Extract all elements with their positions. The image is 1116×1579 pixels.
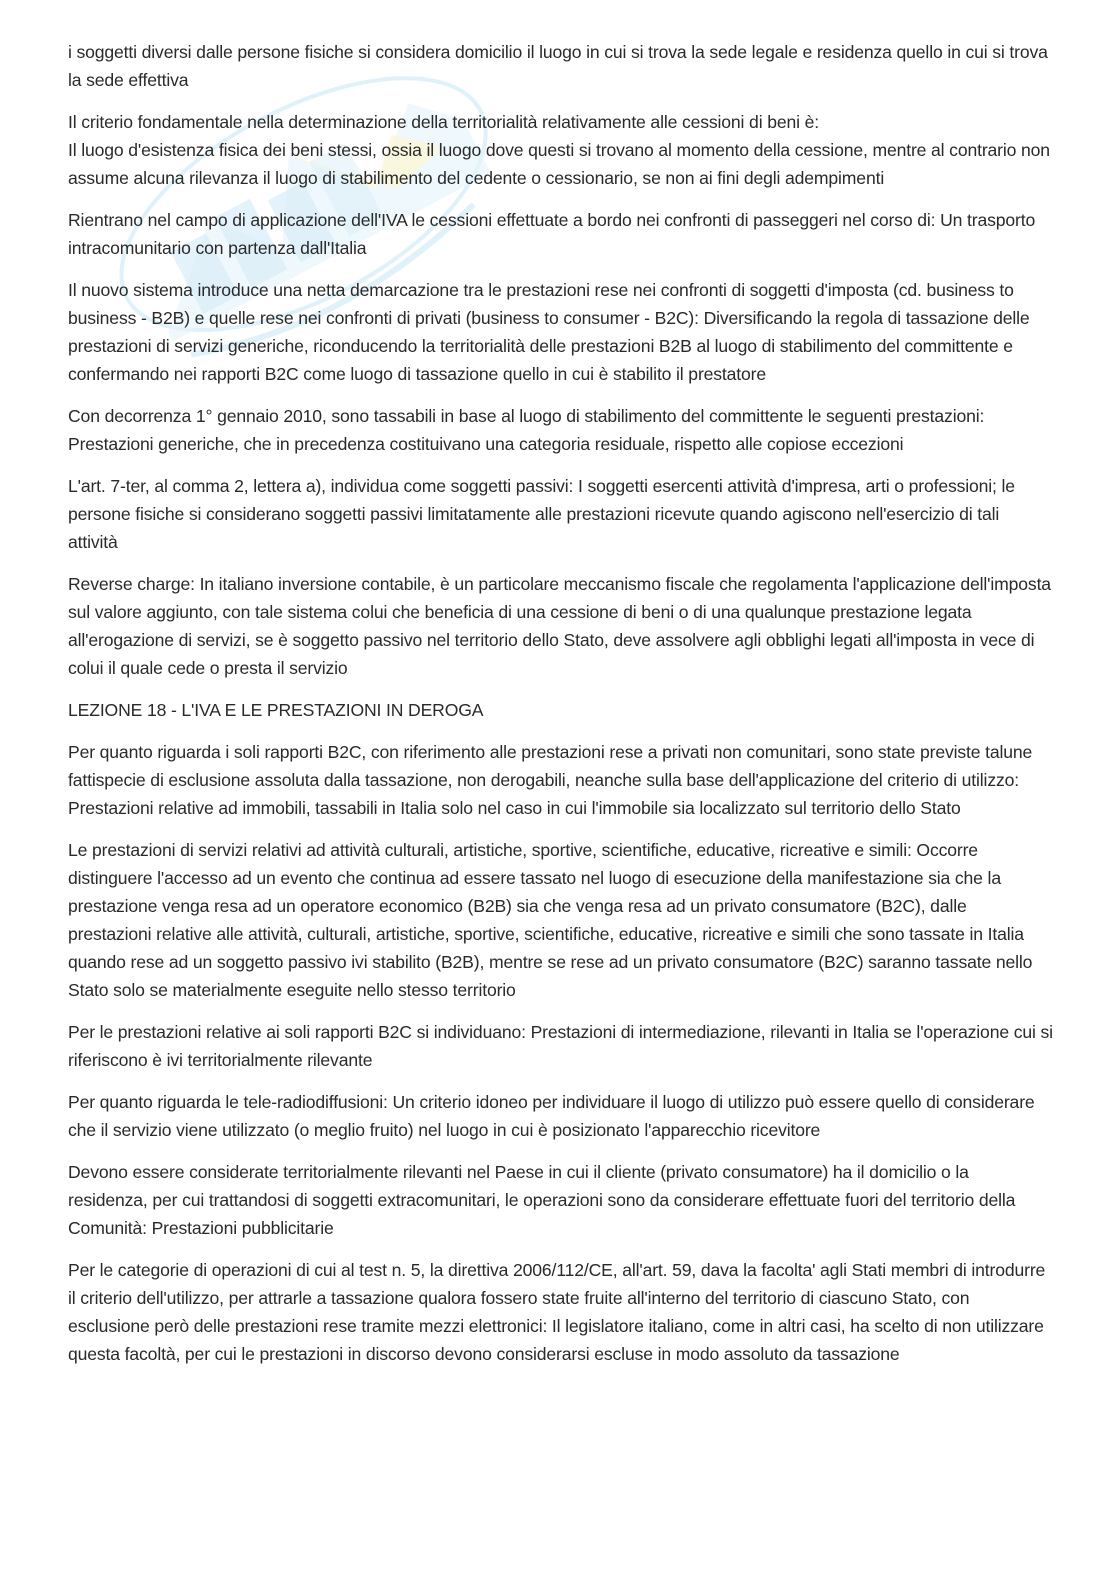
- lesson-heading: LEZIONE 18 - L'IVA E LE PRESTAZIONI IN DEROGA: [68, 700, 484, 720]
- paragraph: L'art. 7-ter, al comma 2, lettera a), individua come soggetti passivi: I soggetti esercenti attività d'impresa, arti o professioni; le persone fisiche si considerano soggetti passivi limitatamente alle prestazioni ricevute quando agiscono nell'esercizio di tali attività: [68, 476, 1015, 552]
- paragraph: Il nuovo sistema introduce una netta demarcazione tra le prestazioni rese nei confronti di soggetti d'imposta (cd. business to business - B2B) e quelle rese nei confronti di privati (business to consumer - B2C): Diversificando la regola di tassazione delle prestazioni di servizi generiche, riconducendo la territorialità delle prestazioni B2B al luogo di stabilimento del committente e confermando nei rapporti B2C come luogo di tassazione quello in cui è stabilito il prestatore: [68, 280, 1030, 384]
- paragraph: Devono essere considerate territorialmente rilevanti nel Paese in cui il cliente (privato consumatore) ha il domicilio o la residenza, per cui trattandosi di soggetti extracomunitari, le operazioni sono da considerare effettuate fuori del territorio della Comunità: Prestazioni pubblicitarie: [68, 1162, 1016, 1238]
- paragraph: Per le categorie di operazioni di cui al test n. 5, la direttiva 2006/112/CE, all'art. 59, dava la facolta' agli Stati membri di introdurre il criterio dell'utilizzo, per attrarle a tassazione qualora fossero state fruite all'interno del territorio di ciascuno Stato, con esclusione però delle prestazioni rese tramite mezzi elettronici: Il legislatore italiano, come in altri casi, ha scelto di non utilizzare questa facoltà, per cui le prestazioni in discorso devono considerarsi escluse in modo assoluto da tassazione: [68, 1260, 1046, 1364]
- paragraph: [68, 108, 1053, 192]
- paragraph-line: Il luogo d'esistenza fisica dei beni stessi, ossia il luogo dove questi si trovano al momento della cessione, mentre al contrario non assume alcuna rilevanza il luogo di stabilimento del cedente o cessionario, se non ai fini degli adempimenti: [68, 140, 1050, 188]
- paragraph: Con decorrenza 1° gennaio 2010, sono tassabili in base al luogo di stabilimento del committente le seguenti prestazioni: Prestazioni generiche, che in precedenza costituivano una categoria residuale, rispetto alle copiose eccezioni: [68, 406, 985, 454]
- paragraph: Per quanto riguarda le tele-radiodiffusioni: Un criterio idoneo per individuare il luogo di utilizzo può essere quello di considerare che il servizio viene utilizzato (o meglio fruito) nel luogo in cui è posizionato l'apparecchio ricevitore: [68, 1092, 1035, 1140]
- paragraph: Per le prestazioni relative ai soli rapporti B2C si individuano: Prestazioni di intermediazione, rilevanti in Italia se l'operazione cui si riferiscono è ivi territorialmente rilevante: [68, 1022, 1053, 1070]
- paragraph: i soggetti diversi dalle persone fisiche si considera domicilio il luogo in cui si trova la sede legale e residenza quello in cui si trova la sede effettiva: [68, 42, 1048, 90]
- paragraph: Per quanto riguarda i soli rapporti B2C, con riferimento alle prestazioni rese a privati non comunitari, sono state previste talune fattispecie di esclusione assoluta dalla tassazione, non derogabili, neanche sulla base dell'applicazione del criterio di utilizzo: Prestazioni relative ad immobili, tassabili in Italia solo nel caso in cui l'immobile sia localizzato sul territorio dello Stato: [68, 742, 1033, 818]
- paragraph-line: Il criterio fondamentale nella determinazione della territorialità relativamente alle cessioni di beni è:: [68, 112, 819, 132]
- paragraph: Reverse charge: In italiano inversione contabile, è un particolare meccanismo fiscale che regolamenta l'applicazione dell'imposta sul valore aggiunto, con tale sistema colui che beneficia di una cessione di beni o di una qualunque prestazione legata all'erogazione di servizi, se è soggetto passivo nel territorio dello Stato, deve assolvere agli obblighi legati all'imposta in vece di colui il quale cede o presta il servizio: [68, 574, 1051, 678]
- document-page: [68, 38, 1053, 1382]
- paragraph: Le prestazioni di servizi relativi ad attività culturali, artistiche, sportive, scientifiche, educative, ricreative e simili: Occorre distinguere l'accesso ad un evento che continua ad essere tassato nel luogo di esecuzione della manifestazione sia che la prestazione venga resa ad un operatore economico (B2B) sia che venga resa ad un privato consumatore (B2C), dalle prestazioni relative alle attività, culturali, artistiche, sportive, scientifiche, educative, ricreative e simili che sono tassate in Italia quando rese ad un soggetto passivo ivi stabilito (B2B), mentre se rese ad un privato consumatore (B2C) saranno tassate nello Stato solo se materialmente eseguite nello stesso territorio: [68, 840, 1033, 1000]
- paragraph: Rientrano nel campo di applicazione dell'IVA le cessioni effettuate a bordo nei confronti di passeggeri nel corso di: Un trasporto intracomunitario con partenza dall'Italia: [68, 210, 1036, 258]
